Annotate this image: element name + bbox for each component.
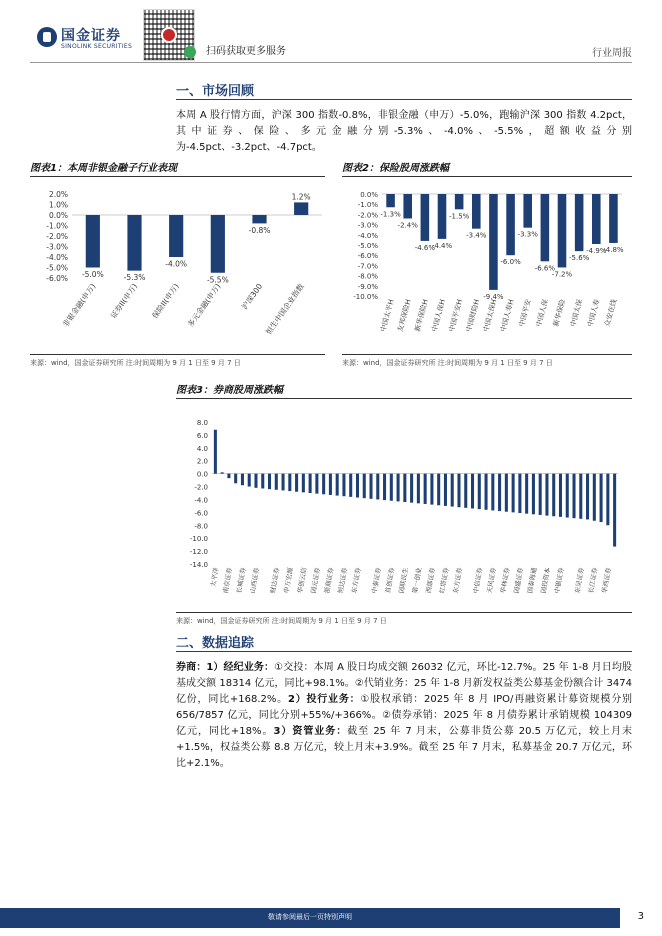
fig1-title: 图表1：本周非银金融子行业表现	[30, 163, 177, 174]
section2-title: 二、数据追踪	[176, 636, 255, 651]
bar	[437, 474, 440, 506]
bar	[403, 474, 406, 502]
x-tick-label: 长江证券	[586, 566, 600, 594]
y-tick-label: -6.0%	[46, 274, 68, 283]
bar	[444, 474, 447, 506]
bar	[457, 474, 460, 508]
bar	[491, 474, 494, 511]
y-tick-label: 2.0	[196, 457, 208, 466]
section2-divider	[176, 651, 632, 652]
fig2-source: 来源：wind，国金证券研究所 注:时间周期为 9 月 1 日至 9 月 7 日	[342, 359, 553, 367]
bar	[261, 474, 264, 489]
x-tick-label: 中国人寿H	[499, 298, 516, 333]
y-tick-label: -1.0%	[357, 201, 378, 210]
data-label: -4.4%	[431, 241, 453, 250]
bar	[241, 474, 244, 486]
data-label: -6.6%	[534, 264, 556, 273]
bar	[356, 474, 359, 498]
x-tick-label: 新华保险H	[413, 298, 430, 333]
x-tick-label: 中国人保H	[430, 298, 447, 333]
data-label: -2.4%	[397, 221, 418, 230]
bar	[545, 474, 548, 516]
bar	[455, 194, 464, 209]
data-label: -1.3%	[380, 210, 401, 219]
bar	[336, 474, 339, 496]
x-tick-label: 中国人保	[534, 298, 550, 328]
y-tick-label: -2.0%	[46, 232, 68, 241]
x-tick-label: 恒生中国企业指数	[264, 281, 306, 337]
bar	[252, 215, 266, 223]
bar	[211, 215, 225, 273]
x-tick-label: 国盛证券	[512, 566, 525, 594]
bar	[525, 474, 528, 514]
x-tick-label: 华林证券	[498, 566, 512, 594]
bar	[430, 474, 433, 505]
bar	[282, 474, 285, 491]
x-tick-label: 第一创业	[410, 566, 424, 594]
y-tick-label: -3.0%	[357, 221, 378, 230]
x-tick-label: 证券II(申万)	[108, 281, 140, 321]
x-tick-label: 中国太平H	[379, 298, 396, 333]
x-tick-label: 友邦保险H	[396, 298, 413, 333]
bar	[315, 474, 318, 494]
y-tick-label: -1.0%	[46, 221, 68, 231]
report-type: 行业周报	[592, 48, 632, 59]
am-text: 截至 25 年 7 月末，公募非货公募 20.5 万亿元，较上月末+1.5%，权益类公募 8.8 万亿元，较上月末+3.9%。截至 25 年 7 月末，私募基金 20.7 万亿元，环比+2.1%。	[176, 726, 632, 769]
fig1-chart	[30, 178, 325, 350]
y-tick-label: 8.0	[196, 419, 208, 427]
bar	[464, 474, 467, 508]
bar	[221, 472, 224, 473]
bar	[451, 474, 454, 507]
bar	[369, 474, 372, 499]
header-divider	[30, 62, 632, 63]
y-tick-label: -3.0%	[46, 242, 68, 252]
am-label: 3）资管业务：	[273, 726, 348, 737]
y-tick-label: -4.0%	[46, 253, 68, 262]
broker-label: 券商：	[176, 662, 207, 673]
fig2-top-rule	[342, 176, 632, 177]
bar	[539, 474, 542, 515]
bar	[349, 474, 352, 497]
scan-text: 扫码获取更多服务	[206, 46, 286, 57]
brokerage-text: ①交投：本周 A 股日均成交额 26032 亿元，环比-12.7%。25 年 1-8 月日均股基成交额 18314 亿元，同比+98.1%。②代销业务：25 年 1-8 月新发权益类公募基金份额合计 3474 亿份，同比+168.2%。	[176, 662, 632, 705]
y-tick-label: -2.0	[194, 483, 208, 492]
y-tick-label: -5.0%	[357, 242, 378, 250]
y-tick-label: -12.0	[189, 548, 208, 557]
bar	[294, 202, 308, 215]
bar	[512, 474, 515, 513]
y-tick-label: -5.0%	[46, 263, 68, 273]
logo-cn-text: 国金证券	[61, 28, 121, 44]
x-tick-label: 中国平安	[517, 298, 533, 328]
x-tick-label: 长城证券	[235, 566, 248, 594]
y-tick-label: -14.0	[189, 561, 208, 569]
y-tick-label: -10.0	[189, 535, 208, 544]
x-tick-label: 国元证券	[309, 566, 322, 594]
fig2-chart	[342, 178, 632, 350]
sinolink-logo-icon	[37, 27, 57, 47]
bar	[248, 474, 251, 487]
fig2-bottom-rule	[342, 354, 632, 355]
fig3-chart	[176, 402, 632, 608]
x-tick-label: 中银证券	[553, 566, 566, 594]
data-label: -5.3%	[123, 273, 146, 283]
bar	[579, 474, 582, 519]
bar	[552, 474, 555, 517]
y-tick-label: 0.0	[196, 470, 208, 479]
bar	[541, 194, 550, 261]
qr-badge-icon	[184, 46, 196, 58]
y-tick-label: 6.0	[196, 431, 208, 440]
bar	[566, 474, 569, 518]
x-tick-label: 保险II(申万)	[150, 281, 181, 321]
bar	[329, 474, 332, 495]
footer-disclaimer: 敬请参阅最后一页特别声明	[268, 913, 352, 921]
bar	[254, 474, 257, 488]
x-tick-label: 国投资本	[539, 566, 552, 594]
y-tick-label: 0.0%	[48, 211, 68, 220]
x-tick-label: 华西证券	[600, 566, 613, 594]
bar	[506, 194, 515, 255]
data-label: -3.3%	[517, 230, 538, 239]
bar	[606, 474, 609, 526]
x-tick-label: 中国平安H	[447, 298, 465, 333]
bar	[609, 194, 618, 243]
x-tick-label: 中国太保	[569, 298, 585, 328]
x-tick-label: 浙商证券	[322, 566, 336, 594]
fig3-bottom-rule	[176, 612, 632, 613]
data-label: -1.5%	[448, 212, 470, 221]
y-tick-label: -6.0	[194, 509, 208, 518]
bar	[275, 474, 278, 490]
x-tick-label: 东方证券	[451, 566, 464, 594]
x-tick-label: 太平洋	[209, 566, 221, 588]
y-tick-label: 1.0%	[48, 200, 68, 210]
data-label: -7.2%	[551, 270, 573, 279]
x-tick-label: 华创云信	[295, 566, 309, 594]
data-label: -5.5%	[206, 275, 229, 285]
x-tick-label: 恒达证券	[336, 566, 349, 594]
bar	[485, 474, 488, 510]
bar	[532, 474, 535, 515]
fig3-source: 来源：wind，国金证券研究所 注:时间周期为 9 月 1 日至 9 月 7 日	[176, 617, 387, 625]
x-tick-label: 山西证券	[248, 566, 261, 594]
data-label: -6.0%	[500, 258, 521, 267]
data-label: -4.9%	[586, 246, 607, 255]
bar	[227, 474, 230, 479]
data-label: -4.6%	[414, 243, 436, 252]
x-tick-label: 财达证券	[268, 566, 282, 594]
logo-en-text: SINOLINK SECURITIES	[61, 43, 133, 50]
y-tick-label: -2.0%	[357, 211, 378, 220]
x-tick-label: 中国财险H	[464, 298, 482, 333]
bar	[586, 474, 589, 520]
bar	[288, 474, 291, 491]
bar	[593, 474, 596, 521]
section2-paragraph	[176, 660, 632, 772]
x-tick-label: 多元金融(申万)	[185, 281, 223, 329]
y-tick-label: -8.0%	[357, 272, 378, 281]
bar	[438, 194, 447, 239]
bar	[472, 194, 481, 229]
fig3-title: 图表3：券商股周涨跌幅	[176, 385, 283, 396]
x-tick-label: 中国太保H	[482, 298, 499, 333]
bar	[424, 474, 427, 504]
x-tick-label: 天风证券	[485, 566, 498, 594]
x-tick-label: 中信证券	[471, 566, 485, 594]
fig3-top-rule	[176, 398, 632, 399]
x-tick-label: 中泰证券	[370, 566, 383, 594]
y-tick-label: -8.0	[194, 522, 208, 531]
y-tick-label: -4.0%	[357, 231, 378, 240]
x-tick-label: 国联民生	[397, 566, 410, 594]
bar	[127, 215, 141, 271]
x-tick-label: 沪深300	[239, 281, 265, 312]
data-label: -3.4%	[466, 231, 487, 240]
section1-divider	[176, 99, 632, 100]
data-label: -0.8%	[248, 225, 271, 235]
page-number: 3	[637, 911, 644, 922]
bar	[295, 474, 298, 492]
ib-text: ①股权承销：2025 年 8 月 IPO/再融资累计募资规模分别 656/7857 亿元，同比分别+55%/+366%。②债券承销：2025 年 8 月债券累计承销规模 104309 亿元，同比+18%。	[176, 694, 632, 737]
bar	[169, 215, 183, 257]
x-tick-label: 东方证券	[350, 566, 363, 594]
bar	[376, 474, 379, 500]
ib-label: 2）投行业务：	[287, 694, 361, 705]
bar	[363, 474, 366, 499]
bar	[471, 474, 474, 509]
y-tick-label: -9.0%	[357, 282, 378, 291]
bar	[390, 474, 393, 501]
x-tick-label: 首创证券	[383, 566, 397, 594]
bar	[403, 194, 412, 218]
brokerage-label: 1）经纪业务：	[206, 662, 275, 673]
fig1-top-rule	[30, 176, 325, 177]
y-tick-label: -4.0	[194, 496, 208, 505]
x-tick-label: 红塔证券	[438, 566, 451, 594]
data-label: -5.6%	[568, 254, 590, 263]
bar	[559, 474, 562, 517]
fig1-source: 来源：wind，国金证券研究所 注:时间周期为 9 月 1 日至 9 月 7 日	[30, 359, 241, 367]
x-tick-label: 众安在线	[603, 298, 619, 328]
bar	[523, 194, 532, 228]
bar	[478, 474, 481, 510]
bar	[410, 474, 413, 503]
bar	[518, 474, 521, 513]
bar	[489, 194, 498, 290]
bar	[234, 474, 237, 484]
x-tick-label: 非银金融(申万)	[60, 281, 98, 329]
qr-center-logo-icon	[161, 27, 177, 43]
y-tick-label: 2.0%	[48, 190, 68, 199]
x-tick-label: 西部证券	[424, 566, 437, 594]
bar	[613, 474, 616, 547]
x-tick-label: 申万宏源	[282, 566, 295, 594]
bar	[342, 474, 345, 497]
fig2-title: 图表2：保险股周涨跌幅	[342, 163, 449, 174]
bar	[417, 474, 420, 504]
fig1-bottom-rule	[30, 354, 325, 355]
bar	[498, 474, 501, 511]
y-tick-label: 4.0	[196, 444, 208, 453]
bar	[421, 194, 430, 241]
bar	[322, 474, 325, 495]
y-tick-label: 0.0%	[360, 191, 378, 199]
bar	[268, 474, 271, 489]
y-tick-label: -6.0%	[357, 252, 378, 261]
data-label: -5.0%	[81, 270, 104, 279]
data-label: -9.4%	[483, 292, 504, 301]
bar	[86, 215, 100, 268]
data-label: 1.2%	[291, 192, 311, 202]
bar	[505, 474, 508, 512]
x-tick-label: 国泰海通	[525, 566, 539, 594]
bar	[302, 474, 305, 493]
bar	[397, 474, 400, 502]
y-tick-label: -10.0%	[353, 293, 378, 301]
section1-title: 一、市场回顾	[176, 84, 255, 99]
bar	[600, 474, 603, 522]
x-tick-label: 南京证券	[221, 566, 234, 594]
bar	[214, 430, 217, 474]
bar	[572, 474, 575, 519]
section1-paragraph: 本周 A 股行情方面，沪深 300 指数-0.8%，非银金融（申万）-5.0%，跑输沪深 300 指数 4.2pct，其中证券、保险、多元金融分别-5.3%、-4.0%、-5.5%，超额收益分别为-4.5pct、-3.2pct、-4.7pct。	[176, 110, 632, 153]
x-tick-label: 新华保险	[551, 298, 567, 328]
page-header	[0, 0, 662, 64]
bar	[383, 474, 386, 500]
bar	[575, 194, 584, 251]
bar	[558, 194, 567, 267]
x-tick-label: 中国人寿	[586, 298, 602, 328]
y-tick-label: -7.0%	[357, 262, 378, 271]
data-label: -4.0%	[165, 259, 188, 269]
data-label: -4.8%	[603, 245, 624, 254]
bar	[309, 474, 312, 493]
bar	[592, 194, 601, 244]
x-tick-label: 东吴证券	[573, 566, 586, 594]
bar	[386, 194, 395, 207]
